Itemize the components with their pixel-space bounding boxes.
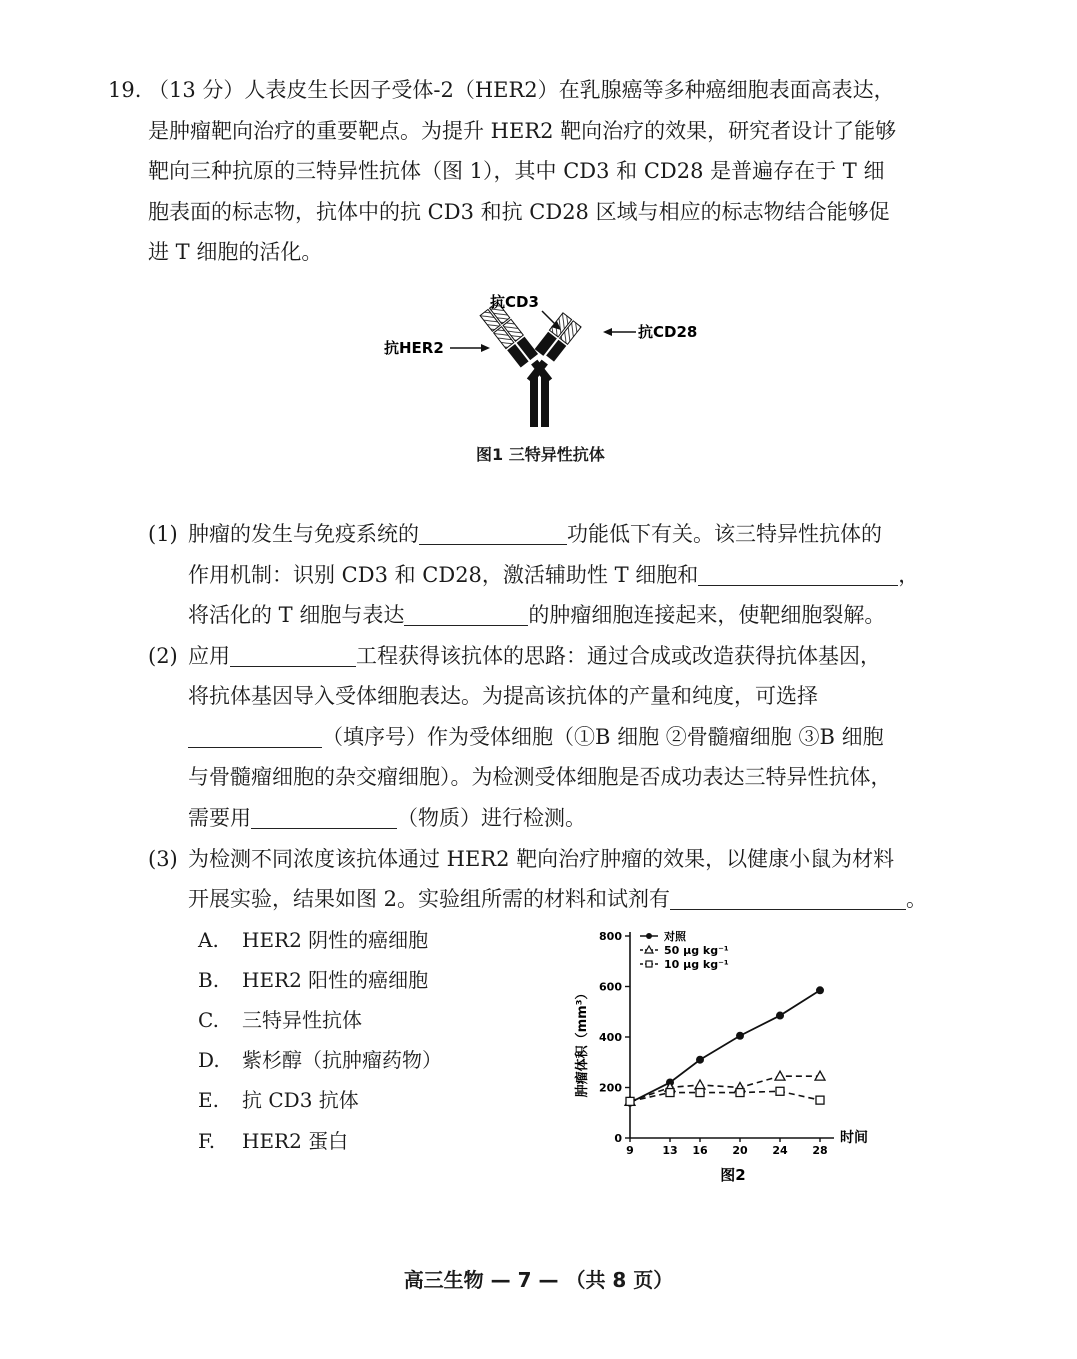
page-footer: 高三生物 — 7 — （共 8 页）: [403, 1268, 674, 1292]
part2-line-3: [188, 722, 884, 752]
data-point: [736, 1032, 744, 1040]
part1-text-f: 的肿瘤细胞连接起来，使靶细胞裂解。: [528, 603, 886, 627]
part1-text-b: 功能低下有关。该三特异性抗体的: [567, 522, 882, 546]
figure1-antibody-diagram: [370, 285, 710, 435]
x-tick-label: 20: [732, 1144, 748, 1157]
part2-line-5: [188, 803, 586, 833]
answer-blank-6[interactable]: [251, 806, 397, 829]
chart-x-axis-label: 时间: [840, 1130, 868, 1146]
y-tick-label: 200: [599, 1081, 622, 1095]
part2-text-a: 应用: [188, 644, 230, 668]
part2-number: (2): [148, 644, 178, 668]
y-tick-label: 0: [614, 1132, 622, 1145]
part1-text-e: 将活化的 T 细胞与表达: [188, 603, 405, 627]
intro-line-4: 胞表面的标志物，抗体中的抗 CD3 和抗 CD28 区域与相应的标志物结合能够促: [148, 200, 890, 224]
series-line-2: [630, 1091, 820, 1101]
option-d[interactable]: D. 紫杉醇（抗肿瘤药物）: [198, 1048, 442, 1072]
x-tick-label: 24: [772, 1144, 788, 1157]
label-anti-her2: 抗HER2: [384, 339, 444, 357]
intro-line-3: 靶向三种抗原的三特异性抗体（图 1），其中 CD3 和 CD28 是普遍存在于 T 细: [148, 159, 885, 183]
data-point: [816, 1096, 824, 1104]
part2-text-b: 工程获得该抗体的思路：通过合成或改造获得抗体基因，: [356, 644, 881, 668]
y-tick-label: 800: [599, 930, 622, 943]
answer-blank-7[interactable]: [670, 887, 906, 910]
part2-line-1: [188, 641, 881, 671]
figure1-caption: 图1 三特异性抗体: [476, 445, 605, 464]
legend-marker: [646, 933, 652, 939]
data-point: [816, 986, 824, 994]
intro-line-5: 进 T 细胞的活化。: [148, 240, 323, 264]
part1-text-a: 肿瘤的发生与免疫系统的: [188, 522, 419, 546]
part1-line-2: [188, 560, 919, 590]
answer-blank-5[interactable]: [188, 725, 322, 748]
part2-line-2: 将抗体基因导入受体细胞表达。为提高该抗体的产量和纯度，可选择: [188, 684, 818, 708]
legend-label-0: 对照: [664, 930, 686, 943]
part1-line-3: [188, 600, 885, 630]
chart-legend: [640, 929, 729, 971]
part1-text-c: 作用机制：识别 CD3 和 CD28，激活辅助性 T 细胞和: [188, 563, 699, 587]
answer-blank-4[interactable]: [230, 644, 356, 667]
option-f[interactable]: F. HER2 蛋白: [198, 1129, 349, 1153]
x-tick-label: 9: [626, 1144, 634, 1157]
x-tick-label: 13: [662, 1144, 678, 1157]
part3-line-2: [188, 884, 927, 914]
y-tick-label: 400: [599, 1031, 622, 1044]
chart-series: [625, 986, 825, 1106]
data-point: [775, 1071, 785, 1080]
part3-line-1: 为检测不同浓度该抗体通过 HER2 靶向治疗肿瘤的效果，以健康小鼠为材料: [188, 847, 895, 871]
part1-number: (1): [148, 522, 178, 546]
part2-line-4: 与骨髓瘤细胞的杂交瘤细胞）。为检测受体细胞是否成功表达三特异性抗体，: [188, 765, 892, 789]
label-anti-cd28: 抗CD28: [638, 323, 698, 341]
part2-text-c: （填序号）作为受体细胞（①B 细胞 ②骨髓瘤细胞 ③B 细胞: [322, 725, 884, 749]
chart-caption: 图2: [720, 1166, 746, 1184]
part3-text-b: 。: [906, 887, 928, 911]
answer-blank-3[interactable]: [404, 603, 528, 626]
stem-right: [541, 377, 549, 427]
option-e[interactable]: E. 抗 CD3 抗体: [198, 1088, 359, 1112]
answer-blank-2[interactable]: [698, 563, 898, 586]
y-tick-label: 600: [599, 980, 622, 994]
part1-line-1: [188, 519, 882, 549]
part1-text-d: ，: [898, 563, 920, 587]
stem-left: [530, 377, 538, 427]
legend-label-2: 10 μg kg⁻¹: [664, 958, 729, 971]
x-tick-label: 28: [812, 1144, 828, 1157]
x-tick-label: 16: [692, 1144, 708, 1157]
cd3-arrow: [542, 311, 556, 325]
part3-text-a: 开展实验，结果如图 2。实验组所需的材料和试剂有: [188, 887, 671, 911]
intro-line-1: （13 分）人表皮生长因子受体-2（HER2）在乳腺癌等多种癌细胞表面高表达，: [148, 78, 895, 102]
figure2-tumor-volume-chart: [568, 922, 888, 1190]
legend-marker: [646, 961, 652, 967]
data-point: [626, 1097, 634, 1105]
data-point: [776, 1012, 784, 1020]
answer-blank-1[interactable]: [419, 522, 567, 545]
part3-number: (3): [148, 847, 178, 871]
intro-line-2: 是肿瘤靶向治疗的重要靶点。为提升 HER2 靶向治疗的效果，研究者设计了能够: [148, 119, 897, 143]
part2-text-e: （物质）进行检测。: [397, 806, 586, 830]
data-point: [696, 1089, 704, 1097]
data-point: [696, 1056, 704, 1064]
question-number: 19.: [108, 78, 142, 102]
option-a[interactable]: A. HER2 阴性的癌细胞: [198, 928, 429, 952]
chart-y-axis-label: 肿瘤体积（mm³）: [575, 986, 590, 1098]
label-anti-cd3: 抗CD3: [490, 293, 539, 311]
series-line-0: [630, 990, 820, 1102]
data-point: [666, 1089, 674, 1097]
legend-label-1: 50 μg kg⁻¹: [664, 944, 729, 957]
data-point: [776, 1087, 784, 1095]
part2-text-d: 需要用: [188, 806, 251, 830]
option-c[interactable]: C. 三特异性抗体: [198, 1008, 362, 1032]
data-point: [736, 1089, 744, 1097]
option-b[interactable]: B. HER2 阳性的癌细胞: [198, 968, 429, 992]
